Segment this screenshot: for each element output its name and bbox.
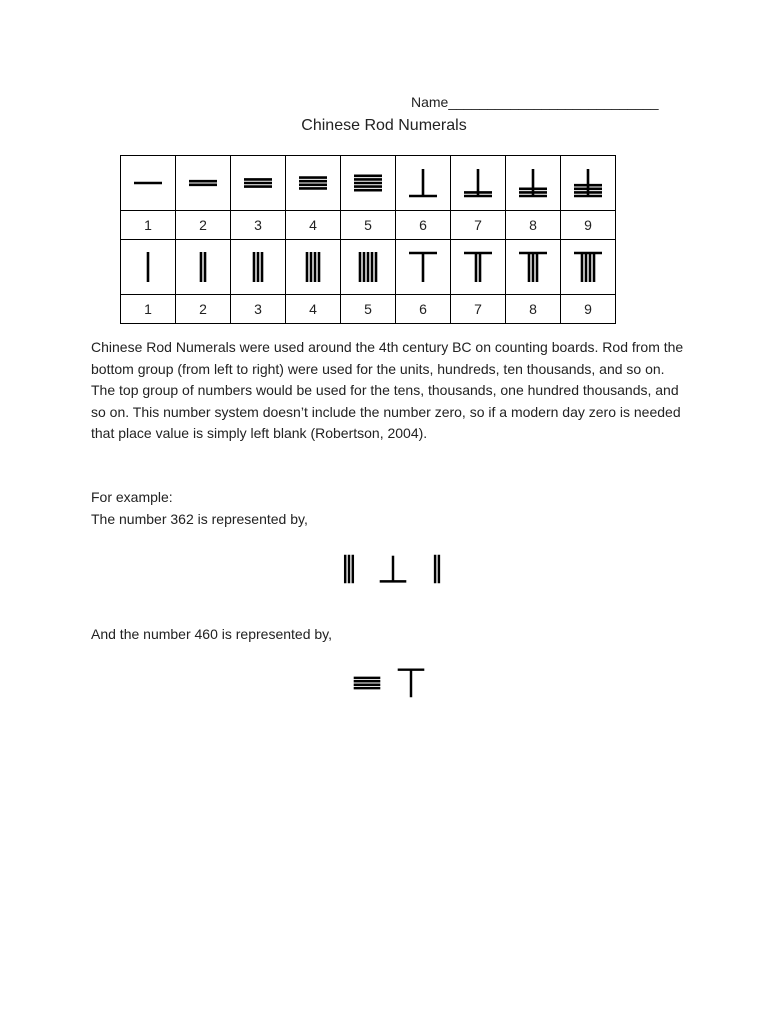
bottom-group-numbers-row bbox=[121, 295, 616, 324]
bottom-group-symbols-row bbox=[121, 240, 616, 295]
rod-glyph-vertical-8 bbox=[513, 247, 553, 287]
rod-numeral-362 bbox=[330, 550, 456, 588]
top-group-symbol-9 bbox=[561, 156, 616, 211]
number-460-digit-0 bbox=[348, 664, 386, 702]
intro-paragraph: Chinese Rod Numerals were used around the 4th century BC on counting boards. Rod from the bottom group (from left to right) were used for the units, hundreds, ten thousands, and so on. The top group of numbers would be used for the tens, thousands, one hundred thousands, and so on. This number system doesn’t include the number zero, so if a modern day zero is needed that place value is simply left blank (Robertson, 2004). bbox=[91, 339, 684, 441]
top-group-number-3: 3 bbox=[231, 211, 286, 240]
rod-glyph-horizontal-6 bbox=[403, 163, 443, 203]
rod-glyph-vertical-6 bbox=[392, 664, 430, 702]
rod-glyph-horizontal-7 bbox=[458, 163, 498, 203]
number-362-digit-2 bbox=[418, 550, 456, 588]
rod-glyph-horizontal-6 bbox=[374, 550, 412, 588]
rod-numeral-table bbox=[120, 155, 616, 324]
top-group-symbol-7 bbox=[451, 156, 506, 211]
top-group-number-9: 9 bbox=[561, 211, 616, 240]
top-group-number-4: 4 bbox=[286, 211, 341, 240]
bottom-group-symbol-3 bbox=[231, 240, 286, 295]
bottom-group-symbol-5 bbox=[341, 240, 396, 295]
rod-glyph-vertical-9 bbox=[568, 247, 608, 287]
top-group-number-2: 2 bbox=[176, 211, 231, 240]
rod-glyph-vertical-1 bbox=[128, 247, 168, 287]
bottom-group-symbol-6 bbox=[396, 240, 451, 295]
bottom-group-number-8: 8 bbox=[506, 295, 561, 324]
bottom-group-symbol-9 bbox=[561, 240, 616, 295]
top-group-numbers-row bbox=[121, 211, 616, 240]
rod-glyph-horizontal-4 bbox=[293, 163, 333, 203]
rod-glyph-horizontal-2 bbox=[183, 163, 223, 203]
bottom-group-number-5: 5 bbox=[341, 295, 396, 324]
rod-glyph-horizontal-3 bbox=[238, 163, 278, 203]
rod-numeral-460 bbox=[348, 664, 474, 702]
example-362-text: The number 362 is represented by, bbox=[91, 511, 308, 527]
top-group-number-7: 7 bbox=[451, 211, 506, 240]
rod-glyph-vertical-5 bbox=[348, 247, 388, 287]
top-group-symbol-1 bbox=[121, 156, 176, 211]
rod-glyph-vertical-3 bbox=[238, 247, 278, 287]
top-group-number-6: 6 bbox=[396, 211, 451, 240]
bottom-group-number-2: 2 bbox=[176, 295, 231, 324]
example-label: For example: bbox=[91, 489, 173, 505]
bottom-group-number-1: 1 bbox=[121, 295, 176, 324]
rod-glyph-vertical-6 bbox=[403, 247, 443, 287]
name-field-label: Name___________________________ bbox=[411, 94, 659, 110]
top-group-symbol-3 bbox=[231, 156, 286, 211]
top-group-number-8: 8 bbox=[506, 211, 561, 240]
bottom-group-symbol-8 bbox=[506, 240, 561, 295]
top-group-symbols-row bbox=[121, 156, 616, 211]
top-group-symbol-5 bbox=[341, 156, 396, 211]
bottom-group-symbol-1 bbox=[121, 240, 176, 295]
top-group-symbol-4 bbox=[286, 156, 341, 211]
bottom-group-number-9: 9 bbox=[561, 295, 616, 324]
bottom-group-number-4: 4 bbox=[286, 295, 341, 324]
bottom-group-symbol-2 bbox=[176, 240, 231, 295]
number-362-digit-1 bbox=[374, 550, 412, 588]
rod-glyph-horizontal-8 bbox=[513, 163, 553, 203]
number-362-digit-0 bbox=[330, 550, 368, 588]
top-group-symbol-8 bbox=[506, 156, 561, 211]
rod-glyph-vertical-2 bbox=[183, 247, 223, 287]
rod-glyph-vertical-7 bbox=[458, 247, 498, 287]
number-460-digit-1 bbox=[392, 664, 430, 702]
rod-glyph-horizontal-5 bbox=[348, 163, 388, 203]
rod-glyph-horizontal-1 bbox=[128, 163, 168, 203]
rod-glyph-horizontal-4 bbox=[348, 664, 386, 702]
rod-glyph-horizontal-9 bbox=[568, 163, 608, 203]
rod-glyph-vertical-2 bbox=[418, 550, 456, 588]
top-group-number-5: 5 bbox=[341, 211, 396, 240]
page-title: Chinese Rod Numerals bbox=[301, 117, 467, 134]
rod-glyph-vertical-3 bbox=[330, 550, 368, 588]
top-group-symbol-2 bbox=[176, 156, 231, 211]
bottom-group-number-6: 6 bbox=[396, 295, 451, 324]
top-group-number-1: 1 bbox=[121, 211, 176, 240]
bottom-group-symbol-7 bbox=[451, 240, 506, 295]
bottom-group-symbol-4 bbox=[286, 240, 341, 295]
bottom-group-number-3: 3 bbox=[231, 295, 286, 324]
example-460-text: And the number 460 is represented by, bbox=[91, 626, 333, 642]
top-group-symbol-6 bbox=[396, 156, 451, 211]
rod-glyph-vertical-4 bbox=[293, 247, 333, 287]
number-460-digit-2 bbox=[436, 664, 474, 702]
bottom-group-number-7: 7 bbox=[451, 295, 506, 324]
